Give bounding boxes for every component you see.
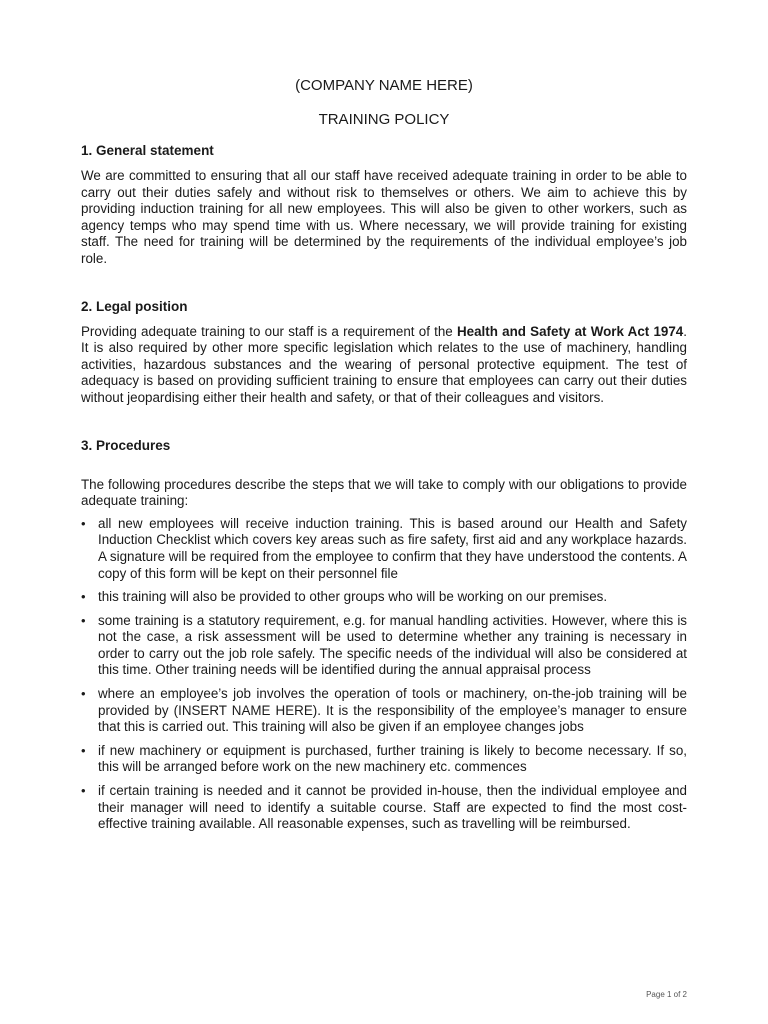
- list-item: [81, 686, 687, 736]
- document-page: [81, 76, 687, 840]
- section-heading-legal-position: 2. Legal position: [81, 298, 188, 314]
- bullet-icon: •: [81, 686, 86, 702]
- list-item-text: this training will also be provided to other groups who will be working on our premises.: [98, 589, 608, 605]
- bullet-icon: •: [81, 589, 86, 605]
- bullet-icon: •: [81, 742, 86, 758]
- list-item-text: where an employee’s job involves the operation of tools or machinery, on-the-job training will be provided by (INSERT NAME HERE). It is the responsibility of the employee’s manager to ensure that this is carried out. This training will also be given if an employee changes jobs: [98, 686, 687, 735]
- bullet-icon: •: [81, 783, 86, 799]
- bullet-icon: •: [81, 612, 86, 628]
- company-name: (COMPANY NAME HERE): [295, 77, 473, 94]
- procedures-intro-paragraph: The following procedures describe the steps that we will take to comply with our obligations to provide adequate training:: [81, 476, 687, 509]
- list-item-text: if certain training is needed and it cannot be provided in-house, then the individual employee and their manager will need to identify a suitable course. Staff are expected to find the most cost-effective training available. All reasonable expenses, such as travelling will be reimbursed.: [98, 783, 687, 832]
- legal-text-after: . It is also required by other more specific legislation which relates to the use of machinery, handling activities, hazardous substances and the wearing of personal protective equipment. The test of adequacy is based on providing sufficient training to ensure that employees can carry out their duties without jeopardising either their health and safety, or that of their colleagues and visitors.: [81, 323, 687, 405]
- list-item: [81, 783, 687, 833]
- section-heading-procedures: 3. Procedures: [81, 437, 171, 453]
- list-item: [81, 743, 687, 776]
- list-item: [81, 589, 687, 606]
- procedures-list: [81, 516, 687, 833]
- legal-position-paragraph: [81, 324, 687, 407]
- legal-act-name: Health and Safety at Work Act 1974: [456, 323, 684, 339]
- list-item-text: if new machinery or equipment is purchased, further training is likely to become necessary. If so, this will be arranged before work on the new machinery etc. commences: [98, 742, 687, 775]
- section-heading-general-statement: 1. General statement: [81, 143, 214, 158]
- document-title: TRAINING POLICY: [318, 111, 450, 128]
- list-item: [81, 516, 687, 582]
- general-statement-paragraph: We are committed to ensuring that all our staff have received adequate training in order to be able to carry out their duties safely and without risk to themselves or others. We aim to achieve this by providing induction training for all new employees. This will also be given to other workers, such as agency temps who may spend time with us. Where necessary, we will provide training for existing staff. The need for training will be determined by the requirements of the individual employee’s job role.: [81, 168, 687, 266]
- legal-text-before: Providing adequate training to our staff is a requirement of the: [81, 323, 457, 339]
- list-item: [81, 613, 687, 679]
- list-item-text: some training is a statutory requirement, e.g. for manual handling activities. However, where this is not the case, a risk assessment will be used to determine whether any training is necessary in order to carry out the job role safely. The specific needs of the individual will also be considered at this time. Other training needs will be identified during the annual appraisal process: [98, 612, 687, 678]
- page-number: Page 1 of 2: [646, 990, 687, 999]
- list-item-text: all new employees will receive induction training. This is based around our Health and Safety Induction Checklist which covers key areas such as fire safety, first aid and any workplace hazards. A signature will be required from the employee to confirm that they have understood the contents. A copy of this form will be kept on their personnel file: [98, 515, 687, 581]
- bullet-icon: •: [81, 515, 86, 531]
